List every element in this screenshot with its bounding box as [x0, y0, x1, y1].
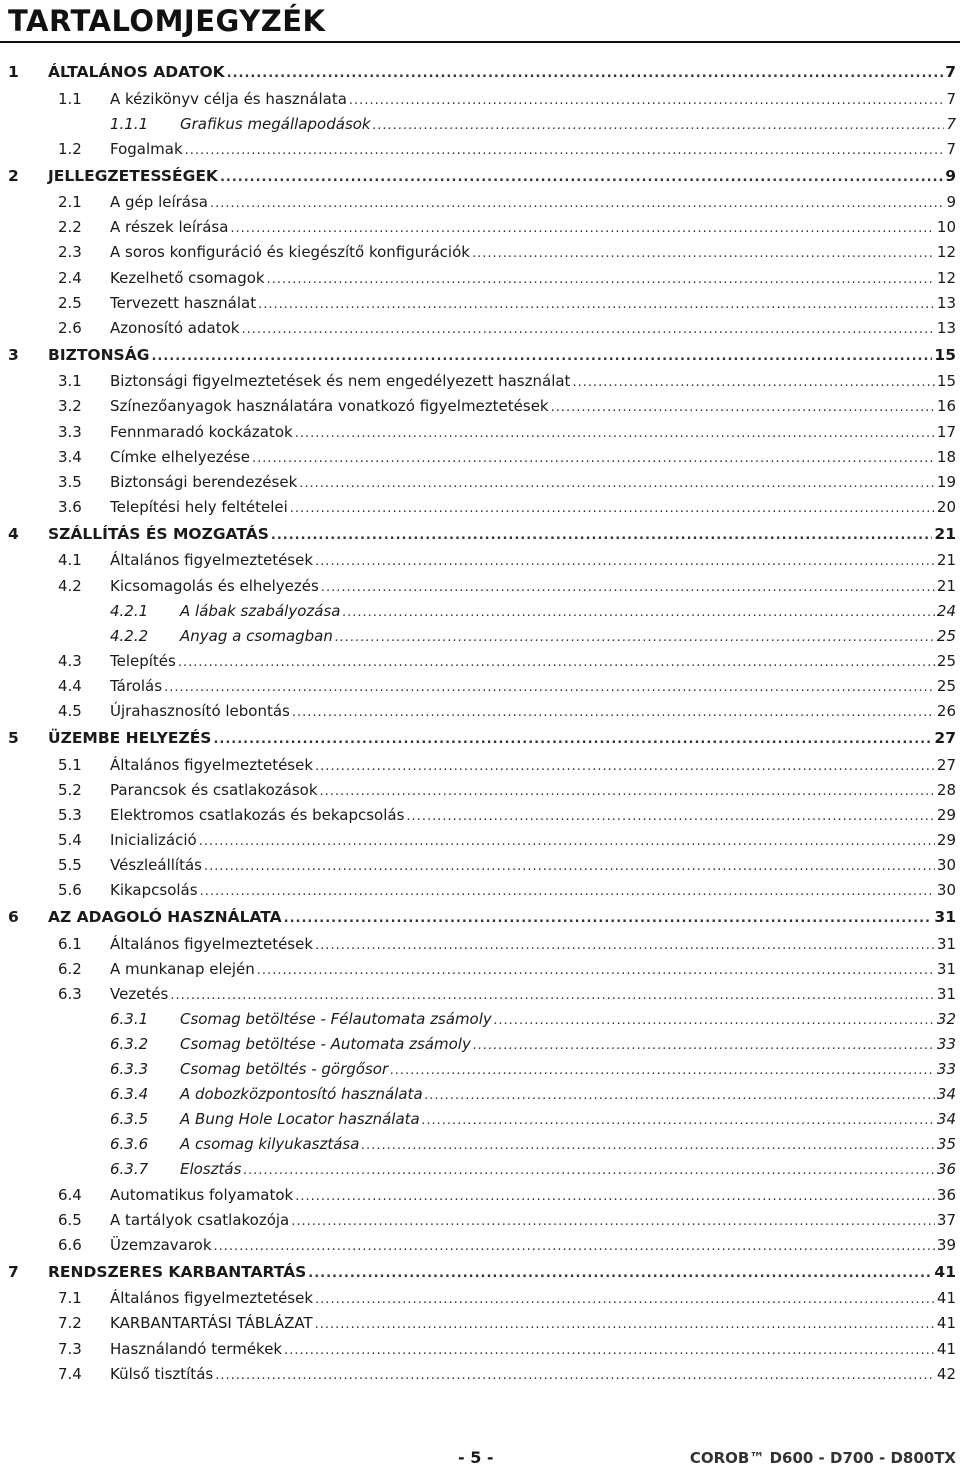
toc-dot-leader	[299, 471, 935, 496]
toc-entry-title: BIZTONSÁG	[48, 341, 151, 369]
toc-dot-leader	[315, 754, 935, 779]
table-of-contents	[0, 58, 960, 1387]
toc-entry-3[interactable]	[0, 341, 960, 370]
toc-entry-number: 3.1	[58, 372, 82, 391]
toc-entry-title: Címke elhelyezése	[110, 445, 252, 470]
toc-entry-page: 41	[936, 1314, 956, 1333]
toc-entry-title: Anyag a csomagban	[180, 624, 335, 649]
toc-dot-leader	[291, 1209, 935, 1234]
toc-entry-number: 4.2.1	[110, 601, 149, 620]
toc-dot-leader	[321, 575, 935, 600]
toc-entry-number: 5.4	[58, 830, 82, 849]
toc-entry-3-4[interactable]	[0, 445, 960, 470]
toc-entry-number: 4.4	[58, 676, 82, 695]
toc-entry-number: 1.2	[58, 139, 82, 158]
toc-entry-title: Telepítés	[110, 649, 178, 674]
toc-entry-title: Tervezett használat	[110, 291, 258, 316]
toc-entry-4-3[interactable]	[0, 649, 960, 674]
toc-entry-2-6[interactable]	[0, 316, 960, 341]
toc-entry-title: Vészleállítás	[110, 853, 204, 878]
toc-entry-5-2[interactable]	[0, 778, 960, 803]
toc-entry-page: 13	[936, 293, 956, 312]
toc-dot-leader	[200, 879, 935, 904]
toc-entry-number: 7.4	[58, 1364, 82, 1383]
toc-entry-title: KARBANTARTÁSI TÁBLÁZAT	[110, 1311, 315, 1336]
toc-entry-number: 6.3.5	[110, 1110, 149, 1129]
toc-entry-title: Kezelhető csomagok	[110, 266, 267, 291]
toc-entry-page: 18	[936, 447, 956, 466]
toc-entry-3-3[interactable]	[0, 420, 960, 445]
toc-dot-leader	[215, 1363, 935, 1388]
toc-entry-1-1-1[interactable]	[0, 112, 960, 137]
toc-entry-title: A munkanap elején	[110, 957, 257, 982]
toc-entry-page: 20	[936, 497, 956, 516]
toc-entry-title: Elektromos csatlakozás és bekapcsolás	[110, 803, 406, 828]
toc-entry-2-3[interactable]	[0, 240, 960, 265]
toc-entry-6[interactable]	[0, 903, 960, 932]
toc-entry-3-2[interactable]	[0, 394, 960, 419]
toc-entry-title: Csomag betöltése - Félautomata zsámoly	[180, 1007, 494, 1032]
toc-dot-leader	[335, 625, 935, 650]
toc-dot-leader	[295, 421, 935, 446]
toc-entry-title: Telepítési hely feltételei	[110, 495, 290, 520]
toc-entry-2-2[interactable]	[0, 215, 960, 240]
toc-entry-number: 7.1	[58, 1289, 82, 1308]
toc-entry-number: 4	[8, 524, 19, 543]
toc-dot-leader	[292, 700, 935, 725]
toc-dot-leader	[349, 88, 945, 113]
toc-entry-7-2[interactable]	[0, 1311, 960, 1336]
toc-entry-6-4[interactable]	[0, 1183, 960, 1208]
toc-entry-number: 6.3.1	[110, 1009, 149, 1028]
toc-dot-leader	[361, 1133, 934, 1158]
toc-entry-page: 10	[936, 218, 956, 237]
toc-entry-5-5[interactable]	[0, 853, 960, 878]
toc-entry-page: 7	[945, 63, 956, 81]
toc-entry-number: 6.3	[58, 984, 82, 1003]
product-model: COROB™ D600 - D700 - D800TX	[689, 1449, 956, 1467]
toc-dot-leader	[284, 1338, 935, 1363]
toc-entry-title: A csomag kilyukasztása	[180, 1132, 361, 1157]
toc-entry-2-4[interactable]	[0, 266, 960, 291]
toc-entry-page: 36	[936, 1185, 956, 1204]
toc-entry-number: 3.6	[58, 497, 82, 516]
toc-dot-leader	[227, 60, 944, 88]
toc-entry-number: 6.3.6	[110, 1135, 149, 1154]
toc-dot-leader	[572, 370, 934, 395]
toc-entry-title: Azonosító adatok	[110, 316, 241, 341]
toc-entry-number: 2.5	[58, 293, 82, 312]
toc-dot-leader	[230, 216, 935, 241]
toc-entry-title: Csomag betöltése - Automata zsámoly	[180, 1032, 473, 1057]
toc-dot-leader	[151, 343, 932, 371]
toc-entry-page: 33	[936, 1060, 956, 1079]
toc-entry-6-3-4[interactable]	[0, 1082, 960, 1107]
toc-entry-number: 5	[8, 729, 19, 748]
toc-entry-title: Kicsomagolás és elhelyezés	[110, 574, 321, 599]
toc-entry-number: 4.2	[58, 576, 82, 595]
toc-entry-5-6[interactable]	[0, 878, 960, 903]
toc-entry-7[interactable]	[0, 1258, 960, 1287]
toc-entry-page: 29	[936, 830, 956, 849]
toc-entry-page: 30	[936, 855, 956, 874]
toc-entry-page: 32	[936, 1009, 956, 1028]
toc-entry-title: Elosztás	[180, 1157, 243, 1182]
toc-entry-title: Automatikus folyamatok	[110, 1183, 295, 1208]
toc-entry-title: Általános figyelmeztetések	[110, 1286, 315, 1311]
toc-entry-title: Kikapcsolás	[110, 878, 200, 903]
toc-entry-page: 31	[936, 959, 956, 978]
toc-entry-page: 15	[934, 345, 956, 364]
toc-entry-1-1[interactable]	[0, 87, 960, 112]
toc-dot-leader	[494, 1008, 935, 1033]
toc-entry-title: Tárolás	[110, 674, 164, 699]
toc-dot-leader	[422, 1108, 935, 1133]
toc-entry-number: 3	[8, 345, 19, 364]
toc-entry-page: 37	[936, 1210, 956, 1229]
toc-dot-leader	[220, 164, 943, 192]
toc-entry-title: Újrahasznosító lebontás	[110, 699, 292, 724]
toc-entry-title: SZÁLLÍTÁS ÉS MOZGATÁS	[48, 520, 271, 548]
toc-entry-number: 2.4	[58, 268, 82, 287]
toc-entry-page: 35	[936, 1135, 956, 1154]
toc-dot-leader	[257, 958, 935, 983]
toc-entry-page: 28	[936, 780, 956, 799]
toc-entry-6-1[interactable]	[0, 932, 960, 957]
toc-entry-title: ÜZEMBE HELYEZÉS	[48, 724, 213, 752]
toc-entry-title: A soros konfiguráció és kiegészítő konfigurációk	[110, 240, 472, 265]
toc-entry-2-1[interactable]	[0, 190, 960, 215]
toc-dot-leader	[258, 292, 935, 317]
toc-entry-4-1[interactable]	[0, 548, 960, 573]
toc-entry-5-1[interactable]	[0, 753, 960, 778]
toc-dot-leader	[243, 1158, 935, 1183]
toc-entry-title: A gép leírása	[110, 190, 210, 215]
toc-entry-page: 41	[936, 1289, 956, 1308]
toc-entry-number: 2.2	[58, 218, 82, 237]
toc-entry-page: 25	[936, 626, 956, 645]
toc-entry-title: A lábak szabályozása	[180, 599, 342, 624]
toc-entry-title: Grafikus megállapodások	[180, 112, 373, 137]
toc-dot-leader	[315, 1312, 935, 1337]
toc-entry-6-6[interactable]	[0, 1233, 960, 1258]
toc-entry-title: Általános figyelmeztetések	[110, 753, 315, 778]
toc-entry-number: 6.3.3	[110, 1060, 149, 1079]
toc-entry-title: ÁLTALÁNOS ADATOK	[48, 58, 227, 86]
toc-entry-number: 6.1	[58, 934, 82, 953]
toc-entry-number: 6.3.4	[110, 1085, 149, 1104]
toc-entry-page: 12	[936, 243, 956, 262]
toc-entry-number: 1.1.1	[110, 114, 149, 133]
toc-entry-6-3-3[interactable]	[0, 1057, 960, 1082]
toc-entry-number: 4.3	[58, 651, 82, 670]
toc-entry-number: 1.1	[58, 89, 82, 108]
toc-entry-number: 3.4	[58, 447, 82, 466]
toc-entry-number: 7.3	[58, 1339, 82, 1358]
toc-dot-leader	[290, 496, 935, 521]
toc-dot-leader	[390, 1058, 935, 1083]
toc-entry-number: 5.1	[58, 755, 82, 774]
toc-entry-page: 9	[946, 193, 956, 212]
toc-entry-7-1[interactable]	[0, 1286, 960, 1311]
toc-entry-page: 31	[936, 934, 956, 953]
toc-entry-page: 25	[936, 676, 956, 695]
toc-entry-number: 6	[8, 908, 19, 927]
page-number: - 5 -	[458, 1448, 494, 1467]
toc-dot-leader	[214, 1234, 935, 1259]
toc-entry-4[interactable]	[0, 520, 960, 549]
toc-entry-4-2-1[interactable]	[0, 599, 960, 624]
toc-entry-number: 4.5	[58, 701, 82, 720]
toc-entry-page: 13	[936, 318, 956, 337]
title-underline	[0, 41, 960, 43]
toc-entry-number: 4.1	[58, 551, 82, 570]
toc-dot-leader	[315, 549, 935, 574]
toc-entry-page: 31	[936, 984, 956, 1003]
toc-entry-page: 7	[946, 89, 956, 108]
toc-entry-page: 7	[946, 139, 956, 158]
toc-dot-leader	[472, 241, 935, 266]
toc-entry-6-3-6[interactable]	[0, 1132, 960, 1157]
toc-entry-6-5[interactable]	[0, 1208, 960, 1233]
toc-entry-page: 21	[934, 524, 956, 543]
toc-entry-title: A tartályok csatlakozója	[110, 1208, 291, 1233]
toc-entry-title: Általános figyelmeztetések	[110, 932, 315, 957]
toc-entry-page: 19	[936, 472, 956, 491]
toc-entry-number: 2.3	[58, 243, 82, 262]
toc-entry-2-5[interactable]	[0, 291, 960, 316]
toc-dot-leader	[213, 726, 932, 754]
toc-entry-title: Általános figyelmeztetések	[110, 548, 315, 573]
toc-entry-4-5[interactable]	[0, 699, 960, 724]
toc-entry-number: 6.3.2	[110, 1035, 149, 1053]
toc-entry-3-6[interactable]	[0, 495, 960, 520]
toc-entry-4-2[interactable]	[0, 574, 960, 599]
toc-entry-title: A részek leírása	[110, 215, 230, 240]
toc-entry-2[interactable]	[0, 162, 960, 191]
toc-entry-number: 5.3	[58, 805, 82, 824]
page-title: TARTALOMJEGYZÉK	[8, 4, 326, 38]
toc-entry-page: 29	[936, 805, 956, 824]
toc-dot-leader	[241, 317, 934, 342]
toc-dot-leader	[271, 522, 933, 550]
toc-dot-leader	[185, 138, 945, 163]
toc-entry-page: 17	[936, 422, 956, 441]
toc-entry-title: Külső tisztítás	[110, 1362, 215, 1387]
toc-entry-page: 33	[936, 1035, 956, 1053]
toc-entry-page: 34	[936, 1110, 956, 1129]
toc-dot-leader	[308, 1260, 932, 1288]
toc-entry-number: 5.2	[58, 780, 82, 799]
toc-entry-page: 31	[934, 908, 956, 927]
toc-dot-leader	[210, 191, 944, 216]
toc-dot-leader	[315, 933, 935, 958]
toc-entry-page: 36	[936, 1160, 956, 1179]
toc-entry-title: Fennmaradó kockázatok	[110, 420, 295, 445]
toc-entry-number: 2	[8, 166, 19, 185]
toc-entry-6-2[interactable]	[0, 957, 960, 982]
toc-dot-leader	[284, 905, 933, 933]
toc-dot-leader	[252, 446, 935, 471]
toc-dot-leader	[204, 854, 935, 879]
toc-entry-page: 9	[945, 166, 956, 185]
toc-entry-number: 7	[8, 1262, 19, 1281]
toc-entry-6-3-7[interactable]	[0, 1157, 960, 1182]
toc-dot-leader	[199, 829, 935, 854]
toc-dot-leader	[551, 395, 935, 420]
toc-entry-number: 1	[8, 63, 19, 81]
toc-entry-4-2-2[interactable]	[0, 624, 960, 649]
toc-entry-title: Használandó termékek	[110, 1337, 284, 1362]
toc-entry-page: 15	[936, 372, 956, 391]
toc-entry-7-3[interactable]	[0, 1337, 960, 1362]
toc-entry-page: 24	[936, 601, 956, 620]
toc-entry-page: 26	[936, 701, 956, 720]
toc-entry-number: 3.2	[58, 397, 82, 416]
toc-entry-6-3[interactable]	[0, 982, 960, 1007]
toc-entry-page: 7	[946, 114, 956, 133]
toc-entry-1[interactable]	[0, 58, 960, 87]
toc-entry-1-2[interactable]	[0, 137, 960, 162]
toc-dot-leader	[315, 1287, 935, 1312]
toc-entry-6-3-5[interactable]	[0, 1107, 960, 1132]
toc-dot-leader	[178, 650, 935, 675]
toc-entry-title: Vezetés	[110, 982, 170, 1007]
toc-entry-title: Színezőanyagok használatára vonatkozó figyelmeztetések	[110, 394, 551, 419]
toc-dot-leader	[170, 983, 935, 1008]
toc-entry-title: A Bung Hole Locator használata	[180, 1107, 422, 1132]
toc-entry-6-3-2[interactable]	[0, 1032, 960, 1057]
toc-entry-number: 3.5	[58, 472, 82, 491]
toc-entry-6-3-1[interactable]	[0, 1007, 960, 1032]
toc-entry-title: A dobozközpontosító használata	[180, 1082, 425, 1107]
toc-dot-leader	[342, 600, 934, 625]
toc-entry-page: 34	[936, 1085, 956, 1104]
toc-dot-leader	[373, 113, 945, 138]
toc-entry-page: 16	[936, 397, 956, 416]
toc-dot-leader	[473, 1033, 935, 1058]
toc-entry-page: 41	[934, 1262, 956, 1281]
toc-entry-5-3[interactable]	[0, 803, 960, 828]
toc-entry-title: AZ ADAGOLÓ HASZNÁLATA	[48, 903, 284, 931]
toc-entry-number: 6.3.7	[110, 1160, 149, 1179]
toc-entry-page: 39	[936, 1235, 956, 1254]
toc-entry-page: 21	[936, 551, 956, 570]
toc-entry-number: 3.3	[58, 422, 82, 441]
toc-entry-page: 27	[934, 729, 956, 748]
toc-entry-page: 42	[936, 1364, 956, 1383]
toc-entry-number: 5.6	[58, 881, 82, 900]
toc-entry-5-4[interactable]	[0, 828, 960, 853]
toc-entry-number: 6.2	[58, 959, 82, 978]
toc-entry-title: RENDSZERES KARBANTARTÁS	[48, 1258, 308, 1286]
toc-dot-leader	[164, 675, 935, 700]
toc-entry-number: 2.1	[58, 193, 82, 212]
toc-entry-title: A kézikönyv célja és használata	[110, 87, 349, 112]
toc-entry-3-1[interactable]	[0, 369, 960, 394]
toc-entry-number: 6.6	[58, 1235, 82, 1254]
toc-entry-5[interactable]	[0, 724, 960, 753]
toc-entry-title: Csomag betöltés - görgősor	[180, 1057, 390, 1082]
toc-entry-title: Üzemzavarok	[110, 1233, 214, 1258]
toc-dot-leader	[320, 779, 935, 804]
toc-entry-title: Biztonsági figyelmeztetések és nem engedélyezett használat	[110, 369, 572, 394]
toc-entry-page: 41	[936, 1339, 956, 1358]
toc-entry-title: Parancsok és csatlakozások	[110, 778, 320, 803]
toc-entry-number: 4.2.2	[110, 626, 149, 645]
toc-entry-page: 12	[936, 268, 956, 287]
toc-entry-7-4[interactable]	[0, 1362, 960, 1387]
toc-entry-title: Fogalmak	[110, 137, 185, 162]
toc-entry-page: 27	[936, 755, 956, 774]
toc-entry-number: 2.6	[58, 318, 82, 337]
toc-entry-number: 7.2	[58, 1314, 82, 1333]
toc-entry-number: 6.4	[58, 1185, 82, 1204]
toc-dot-leader	[267, 267, 935, 292]
toc-entry-title: Inicializáció	[110, 828, 199, 853]
toc-entry-number: 6.5	[58, 1210, 82, 1229]
toc-entry-4-4[interactable]	[0, 674, 960, 699]
toc-entry-page: 21	[936, 576, 956, 595]
toc-entry-title: JELLEGZETESSÉGEK	[48, 162, 220, 190]
toc-dot-leader	[425, 1083, 935, 1108]
toc-entry-page: 25	[936, 651, 956, 670]
toc-entry-number: 5.5	[58, 855, 82, 874]
page-footer	[0, 1448, 960, 1470]
toc-dot-leader	[295, 1184, 935, 1209]
toc-dot-leader	[406, 804, 934, 829]
toc-entry-title: Biztonsági berendezések	[110, 470, 299, 495]
toc-entry-page: 30	[936, 881, 956, 900]
toc-entry-3-5[interactable]	[0, 470, 960, 495]
